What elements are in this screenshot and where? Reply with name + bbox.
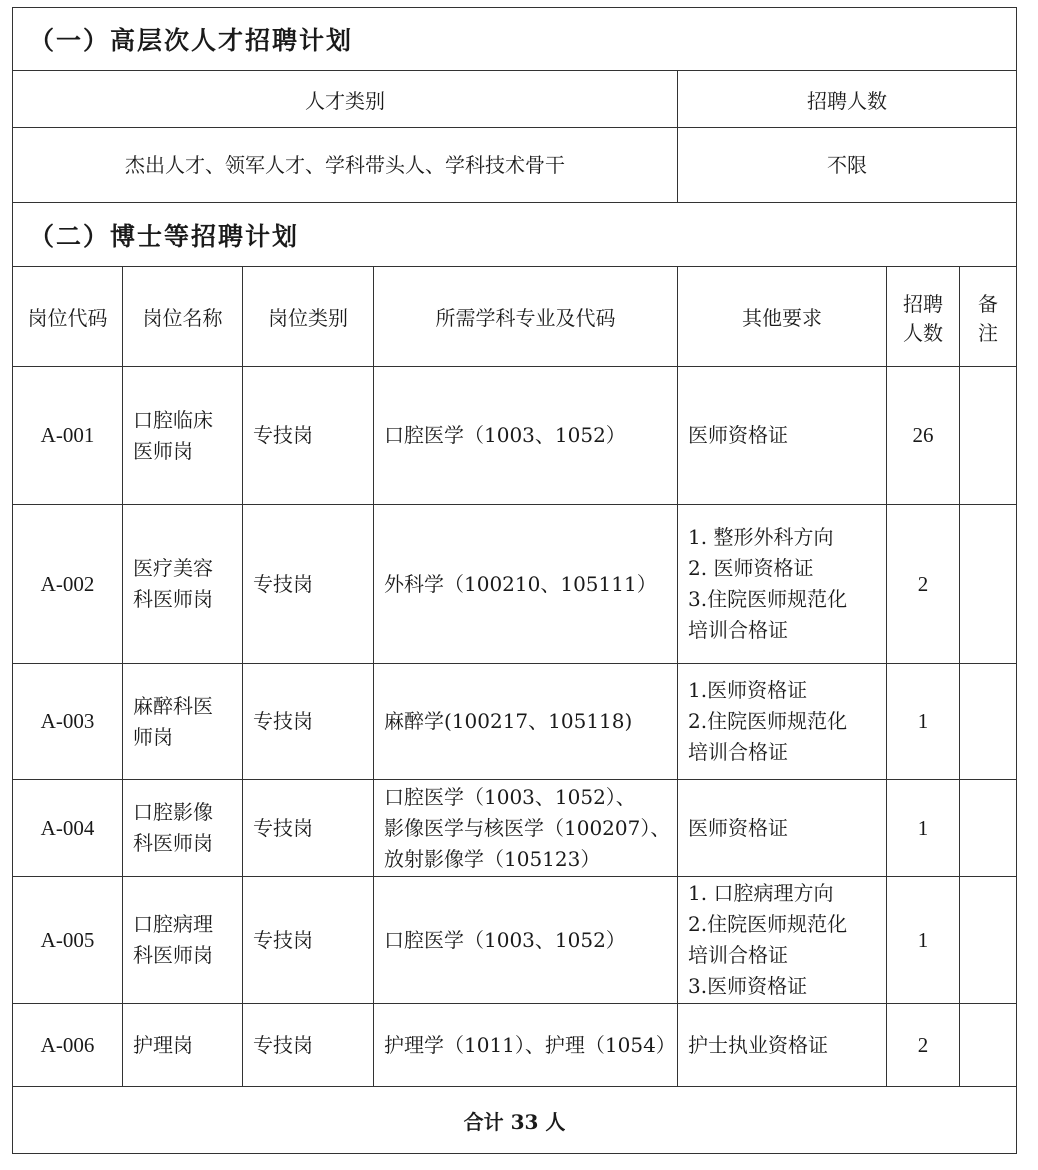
- position-name-line: 科医师岗: [133, 587, 213, 611]
- position-type: 专技岗: [243, 664, 374, 780]
- headcount-header: [887, 267, 960, 367]
- talent-count-value: 不限: [678, 128, 1017, 203]
- position-type: 专技岗: [243, 877, 374, 1004]
- required-major-line: 口腔医学（1003、1052）、: [384, 784, 636, 809]
- position-code: A-005: [13, 877, 123, 1004]
- position-type-header: 岗位类别: [243, 267, 374, 367]
- other-requirements: [678, 780, 887, 877]
- position-name-line: 口腔影像: [133, 800, 213, 824]
- headcount: 1: [887, 780, 960, 877]
- required-major-line: 放射影像学（105123）: [384, 846, 601, 871]
- requirement-line: 护士执业资格证: [688, 1032, 828, 1057]
- position-code: A-004: [13, 780, 123, 877]
- note: [960, 664, 1017, 780]
- other-requirements: [678, 877, 887, 1004]
- required-major-line: 影像医学与核医学（100207）、: [384, 815, 671, 840]
- position-name-line: 医师岗: [133, 438, 193, 463]
- requirement-line: 2. 医师资格证: [688, 556, 814, 580]
- required-major-line: 口腔医学（1003、1052）: [384, 927, 626, 952]
- position-name-line: 医疗美容: [133, 556, 213, 580]
- position-name-line: 科医师岗: [133, 943, 213, 967]
- note-header: [960, 267, 1017, 367]
- requirement-line: 医师资格证: [688, 423, 788, 447]
- position-row: [13, 664, 1017, 780]
- note: [960, 505, 1017, 664]
- requirement-line: 1.医师资格证: [688, 678, 808, 702]
- requirement-line: 医师资格证: [688, 815, 788, 840]
- required-major: [374, 367, 678, 505]
- talent-count-header: 招聘人数: [678, 71, 1017, 128]
- position-code: A-003: [13, 664, 123, 780]
- section1-title: （一）高层次人才招聘计划: [13, 8, 1017, 71]
- position-name-header: 岗位名称: [123, 267, 243, 367]
- other-requirements: [678, 1004, 887, 1087]
- position-name-line: 口腔临床: [133, 407, 213, 432]
- position-name-line: 麻醉科医: [133, 693, 213, 718]
- position-name-line: 科医师岗: [133, 831, 213, 855]
- headcount: 26: [887, 367, 960, 505]
- requirement-line: 2.住院医师规范化: [688, 709, 848, 733]
- requirement-line: 1. 口腔病理方向: [688, 881, 834, 905]
- other-requirements-header: 其他要求: [678, 267, 887, 367]
- requirement-line: 3.医师资格证: [688, 974, 808, 998]
- position-code: A-006: [13, 1004, 123, 1087]
- required-major-line: 护理学（1011）、护理（1054）: [384, 1032, 676, 1057]
- position-type: 专技岗: [243, 780, 374, 877]
- required-major-line: 外科学（100210、105111）: [384, 571, 657, 596]
- position-name: [123, 367, 243, 505]
- position-name-line: 师岗: [133, 724, 173, 749]
- headcount-header-line2: 人数: [903, 320, 943, 345]
- position-code: A-001: [13, 367, 123, 505]
- requirement-line: 1. 整形外科方向: [688, 525, 834, 549]
- note-header-line1: 备: [978, 291, 999, 316]
- required-major-line: 麻醉学(100217、105118): [384, 709, 633, 733]
- total-count: 合计 33 人: [13, 1087, 1017, 1154]
- recruitment-table: [12, 7, 1017, 1154]
- note-header-line2: 注: [978, 320, 999, 345]
- major-header: 所需学科专业及代码: [374, 267, 678, 367]
- note: [960, 1004, 1017, 1087]
- requirement-line: 2.住院医师规范化: [688, 912, 848, 936]
- position-row: [13, 367, 1017, 505]
- headcount: 1: [887, 664, 960, 780]
- position-row: [13, 1004, 1017, 1087]
- requirement-line: 3.住院医师规范化: [688, 587, 848, 611]
- required-major: [374, 877, 678, 1004]
- headcount: 1: [887, 877, 960, 1004]
- section2-title: （二）博士等招聘计划: [13, 203, 1017, 267]
- position-row: [13, 505, 1017, 664]
- talent-category-value: 杰出人才、领军人才、学科带头人、学科技术骨干: [13, 128, 678, 203]
- other-requirements: [678, 664, 887, 780]
- required-major-line: 口腔医学（1003、1052）: [384, 423, 626, 447]
- requirement-line: 培训合格证: [688, 740, 788, 764]
- requirement-line: 培训合格证: [688, 618, 788, 642]
- other-requirements: [678, 505, 887, 664]
- position-name-line: 护理岗: [133, 1032, 193, 1057]
- position-name: [123, 664, 243, 780]
- other-requirements: [678, 367, 887, 505]
- recruitment-plan-sheet: [12, 7, 1016, 1154]
- required-major: [374, 1004, 678, 1087]
- headcount-header-line1: 招聘: [903, 291, 943, 316]
- talent-category-header: 人才类别: [13, 71, 678, 128]
- note: [960, 367, 1017, 505]
- required-major: [374, 505, 678, 664]
- position-row: [13, 877, 1017, 1004]
- position-type: 专技岗: [243, 1004, 374, 1087]
- required-major: [374, 664, 678, 780]
- position-name: [123, 780, 243, 877]
- note: [960, 877, 1017, 1004]
- position-type: 专技岗: [243, 505, 374, 664]
- position-name: [123, 505, 243, 664]
- note: [960, 780, 1017, 877]
- headcount: 2: [887, 1004, 960, 1087]
- requirement-line: 培训合格证: [688, 943, 788, 967]
- position-type: 专技岗: [243, 367, 374, 505]
- position-row: [13, 780, 1017, 877]
- position-name-line: 口腔病理: [133, 912, 213, 936]
- required-major: [374, 780, 678, 877]
- position-code-header: 岗位代码: [13, 267, 123, 367]
- headcount: 2: [887, 505, 960, 664]
- position-name: [123, 877, 243, 1004]
- position-name: [123, 1004, 243, 1087]
- position-code: A-002: [13, 505, 123, 664]
